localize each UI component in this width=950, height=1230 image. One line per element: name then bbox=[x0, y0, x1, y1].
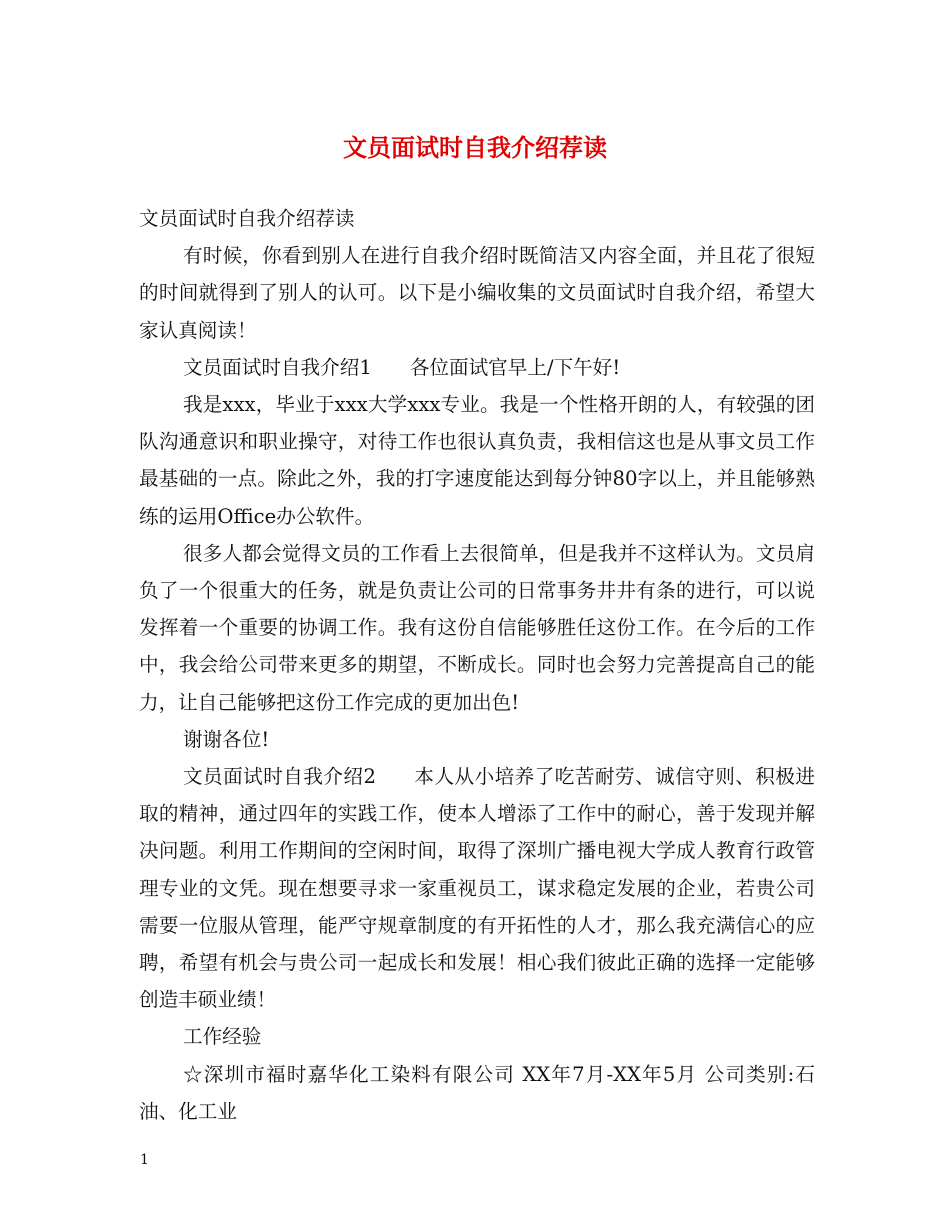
section-2-text: 本人从小培养了吃苦耐劳、诚信守则、积极进取的精神，通过四年的实践工作，使本人增添了工作中的耐心，善于发现并解决问题。利用工作期间的空闲时间，取得了深圳广播电视大学成人教育行政管理专业的文凭。现在想要寻求一家重视员工，谋求稳定发展的企业，若贵公司需要一位服从管理，能严守规章制度的有开拓性的人才，那么我充满信心的应聘，希望有机会与贵公司一起成长和发展！相心我们彼此正确的选择一定能够创造丰硕业绩！ bbox=[139, 765, 816, 1012]
section-1-greeting: 各位面试官早上/下午好! bbox=[409, 355, 621, 379]
section-2-label: 文员面试时自我介绍2 bbox=[183, 765, 376, 789]
section-1-label: 文员面试时自我介绍1 bbox=[183, 355, 372, 379]
paragraph-section-1 bbox=[139, 349, 815, 386]
paragraph-heading: 文员面试时自我介绍荐读 bbox=[139, 207, 355, 230]
paragraph-self-intro: 我是xxx，毕业于xxx大学xxx专业。我是一个性格开朗的人，有较强的团队沟通意识和职业操守，对待工作也很认真负责，我相信这也是从事文员工作最基础的一点。除此之外，我的打字速度能达到每分钟80字以上，并且能够熟练的运用Office办公软件。 bbox=[139, 393, 815, 528]
paragraph-work-experience-entry: ☆深圳市福时嘉华化工染料有限公司 XX年7月-XX年5月 公司类别:石油、化工业 bbox=[139, 1062, 815, 1123]
page-number: 1 bbox=[140, 1152, 149, 1168]
document-body bbox=[139, 200, 815, 1130]
paragraph-clerk-role: 很多人都会觉得文员的工作看上去很简单，但是我并不这样认为。文员肩负了一个很重大的任务，就是负责让公司的日常事务井井有条的进行，可以说发挥着一个重要的协调工作。我有这份自信能够胜任这份工作。在今后的工作中，我会给公司带来更多的期望，不断成长。同时也会努力完善提高自己的能力，让自己能够把这份工作完成的更加出色! bbox=[139, 541, 815, 714]
document-title: 文员面试时自我介绍荐读 bbox=[343, 134, 607, 162]
paragraph-intro: 有时候，你看到别人在进行自我介绍时既简洁又内容全面，并且花了很短的时间就得到了别人的认可。以下是小编收集的文员面试时自我介绍，希望大家认真阅读！ bbox=[139, 244, 815, 342]
paragraph-section-2 bbox=[139, 758, 815, 1018]
paragraph-work-experience-heading: 工作经验 bbox=[183, 1025, 262, 1049]
paragraph-thanks: 谢谢各位! bbox=[183, 727, 270, 751]
